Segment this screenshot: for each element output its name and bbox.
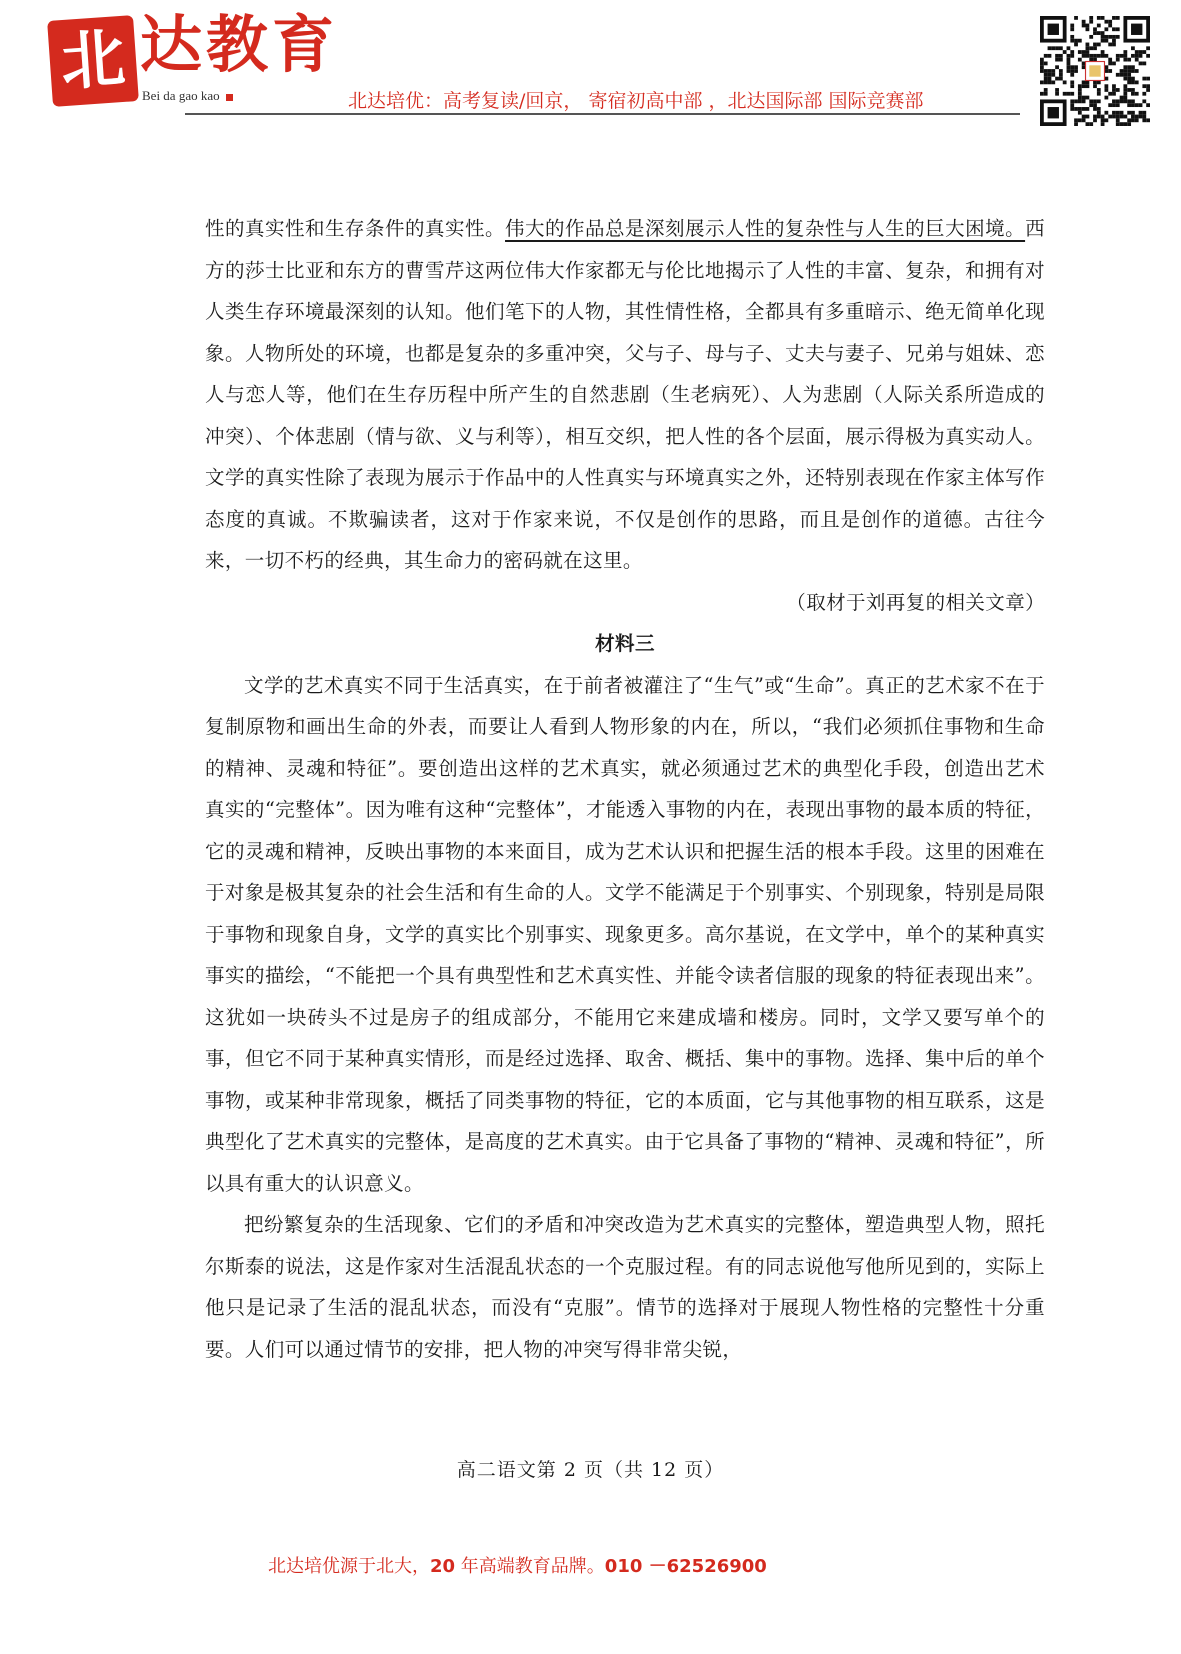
header-divider (185, 113, 1020, 115)
underlined-sentence: 伟大的作品总是深刻展示人性的复杂性与人生的巨大困境。 (505, 217, 1026, 240)
header-slogan: 北达培优：高考复读/回京， 寄宿初高中部 ，北达国际部 国际竞赛部 (348, 90, 924, 112)
paragraph-2: 文学的艺术真实不同于生活真实，在于前者被灌注了“生气”或“生命”。真正的艺术家不在于复制原物和画出生命的外表，而要让人看到人物形象的内在，所以，“我们必须抓住事物和生命的精神、灵魂和特征”。要创造出这样的艺术真实，就必须通过艺术的典型化手段，创造出艺术真实的“完整体”。因为唯有这种“完整体”，才能透入事物的内在，表现出事物的最本质的特征，它的灵魂和精神，反映出事物的本来面目，成为艺术认识和把握生活的根本手段。这里的困难在于对象是极其复杂的社会生活和有生命的人。文学不能满足于个别事实、个别现象，特别是局限于事物和现象自身，文学的真实比个别事实、现象更多。高尔基说，在文学中，单个的某种真实事实的描绘，“不能把一个具有典型性和艺术真实性、并能令读者信服的现象的特征表现出来”。这犹如一块砖头不过是房子的组成部分，不能用它来建成墙和楼房。同时，文学又要写单个的事，但它不同于某种真实情形，而是经过选择、取舍、概括、集中的事物。选择、集中后的单个事物，或某种非常现象，概括了同类事物的特征，它的本质面，它与其他事物的相互联系，这是典型化了艺术真实的完整体，是高度的艺术真实。由于它具备了事物的“精神、灵魂和特征”，所以具有重大的认识意义。 (205, 673, 1045, 1195)
paragraph-1: 性的真实性和生存条件的真实性。伟大的作品总是深刻展示人性的复杂性与人生的巨大困境。西方的莎士比亚和东方的曹雪芹这两位伟大作家都无与伦比地揭示了人性的丰富、复杂，和拥有对人类生存环境最深刻的认知。他们笔下的人物，其性情性格，全都具有多重暗示、绝无简单化现象。人物所处的环境，也都是复杂的多重冲突，父与子、母与子、丈夫与妻子、兄弟与姐妹、恋人与恋人等，他们在生存历程中所产生的自然悲剧（生老病死）、人为悲剧（人际关系所造成的冲突）、个体悲剧（情与欲、义与利等），相互交织，把人性的各个层面，展示得极为真实动人。文学的真实性除了表现为展示于作品中的人性真实与环境真实之外，还特别表现在作家主体写作态度的真诚。不欺骗读者，这对于作家来说，不仅是创作的思路，而且是创作的道德。古往今来，一切不朽的经典，其生命力的密码就在这里。 (205, 217, 1045, 572)
page-header (0, 0, 1181, 130)
qr-code-icon (1040, 16, 1150, 126)
logo-text: 达教育 (140, 8, 339, 81)
logo-mark (47, 15, 139, 107)
footer-note: 北达培优源于北大，20 年高端教育品牌。010 －62526900 (268, 1556, 767, 1577)
paragraph-3: 把纷繁复杂的生活现象、它们的矛盾和冲突改造为艺术真实的完整体，塑造典型人物，照托尔斯泰的说法，这是作家对生活混乱状态的一个克服过程。有的同志说他写他所见到的，实际上他只是记录了生活的混乱状态，而没有“克服”。情节的选择对于展现人物性格的完整性十分重要。人们可以通过情节的安排，把人物的冲突写得非常尖锐， (205, 1213, 1045, 1361)
source-citation: （取材于刘再复的相关文章） (786, 590, 1045, 614)
logo-char: 北 (58, 21, 128, 101)
logo-pinyin: Bei da gao kao (142, 88, 233, 104)
section-title: 材料三 (595, 632, 655, 655)
document-body (205, 208, 1045, 1370)
page-number: 高二语文第 2 页（共 12 页） (456, 1459, 725, 1481)
